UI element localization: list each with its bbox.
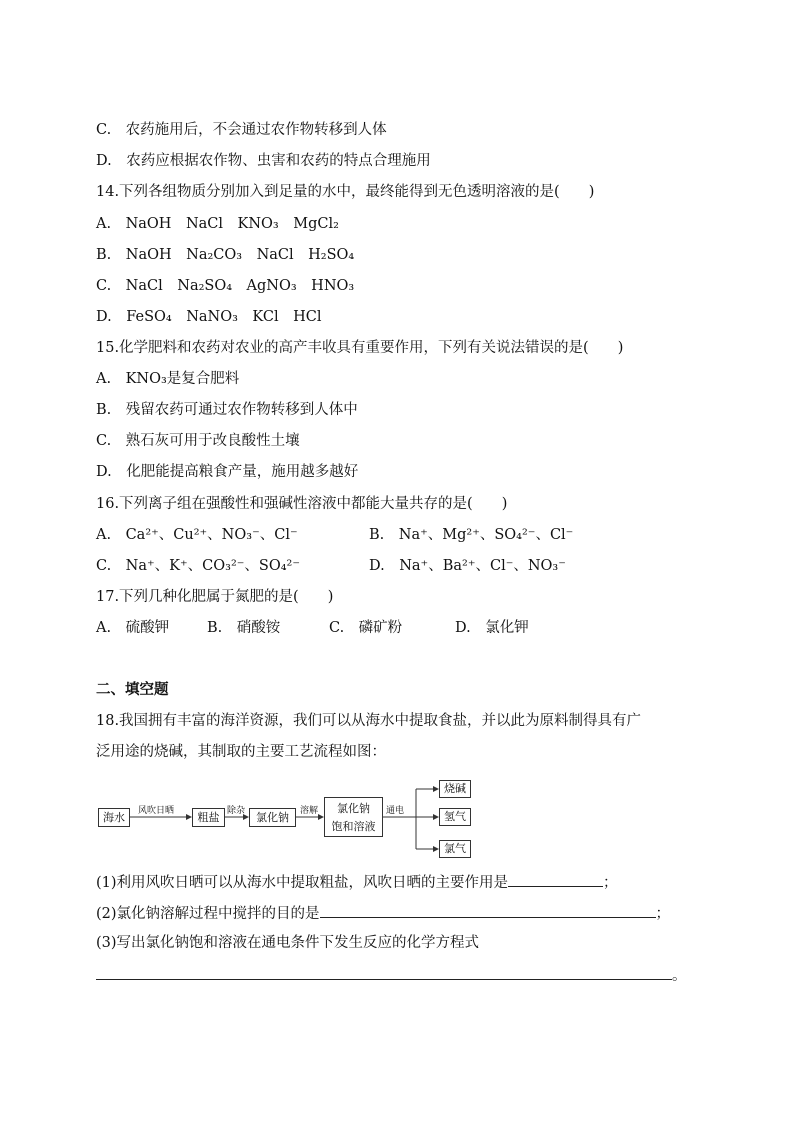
q18-sub2 — [96, 902, 670, 924]
q16-option-a: A. Ca²⁺、Cu²⁺、NO₃⁻、Cl⁻ — [96, 527, 298, 543]
q17-option-d: D. 氯化钾 — [455, 620, 529, 636]
box-saturated-solution — [324, 797, 383, 837]
box-hydrogen: 氢气 — [439, 808, 471, 826]
q14-option-c: C. NaCl Na₂SO₄ AgNO₃ HNO₃ — [96, 278, 355, 294]
q17-stem: 17.下列几种化肥属于氮肥的是( ) — [96, 589, 334, 605]
q14-option-a: A. NaOH NaCl KNO₃ MgCl₂ — [96, 216, 339, 232]
q17-option-a: A. 硫酸钾 — [96, 620, 170, 636]
q18-sub3: (3)写出氯化钠饱和溶液在通电条件下发生反应的化学方程式 — [96, 935, 480, 951]
q18-stem-line2: 泛用途的烧碱，其制取的主要工艺流程如图： — [96, 744, 386, 760]
q18-sub1-end: ； — [603, 875, 618, 891]
box-crude-salt: 粗盐 — [192, 808, 225, 827]
saturated-line2: 饱和溶液 — [331, 820, 376, 833]
q17-option-c: C. 磷矿粉 — [329, 620, 403, 636]
q16-option-d: D. Na⁺、Ba²⁺、Cl⁻、NO₃⁻ — [369, 558, 566, 574]
q15-option-c: C. 熟石灰可用于改良酸性土壤 — [96, 433, 300, 449]
section-title-fill-in: 二、填空题 — [96, 682, 169, 698]
q13-option-c: C. 农药施用后，不会通过农作物转移到人体 — [96, 122, 387, 138]
q18-sub1 — [96, 871, 618, 893]
answer-blank-1[interactable] — [508, 871, 603, 887]
label-step1: 风吹日晒 — [138, 806, 175, 816]
box-caustic-soda: 烧碱 — [439, 780, 471, 798]
q18-sub3-answer — [96, 964, 687, 986]
q14-option-b: B. NaOH Na₂CO₃ NaCl H₂SO₄ — [96, 247, 355, 263]
answer-blank-3[interactable] — [96, 964, 672, 980]
q16-stem: 16.下列离子组在强酸性和强碱性溶液中都能大量共存的是( ) — [96, 496, 508, 512]
q15-option-d: D. 化肥能提高粮食产量，施用越多越好 — [96, 464, 359, 480]
q18-sub2-end: ； — [655, 906, 671, 922]
q16-option-c: C. Na⁺、K⁺、CO₃²⁻、SO₄²⁻ — [96, 558, 301, 574]
q14-stem: 14.下列各组物质分别加入到足量的水中，最终能得到无色透明溶液的是( ) — [96, 184, 595, 200]
q18-stem-line1: 18.我国拥有丰富的海洋资源，我们可以从海水中提取食盐，并以此为原料制得具有广 — [96, 713, 642, 729]
q18-sub2-text: (2)氯化钠溶解过程中搅拌的目的是 — [96, 906, 320, 922]
process-flow-diagram — [98, 777, 478, 862]
box-seawater: 海水 — [98, 808, 130, 827]
box-nacl: 氯化钠 — [249, 808, 296, 827]
q18-sub1-text: (1)利用风吹日晒可以从海水中提取粗盐，风吹日晒的主要作用是 — [96, 875, 509, 891]
q17-option-b: B. 硝酸铵 — [207, 620, 281, 636]
q15-option-b: B. 残留农药可通过农作物转移到人体中 — [96, 402, 358, 418]
label-step4: 通电 — [386, 806, 405, 816]
q15-option-a: A. KNO₃是复合肥料 — [96, 371, 240, 387]
label-step2: 除杂 — [227, 806, 246, 816]
label-step3: 溶解 — [300, 806, 319, 816]
q16-option-b: B. Na⁺、Mg²⁺、SO₄²⁻、Cl⁻ — [369, 527, 574, 543]
q14-option-d: D. FeSO₄ NaNO₃ KCl HCl — [96, 309, 322, 325]
q18-sub3-end: 。 — [672, 968, 687, 984]
q13-option-d: D. 农药应根据农作物、虫害和农药的特点合理施用 — [96, 153, 431, 169]
q15-stem: 15.化学肥料和农药对农业的高产丰收具有重要作用，下列有关说法错误的是( ) — [96, 340, 624, 356]
saturated-line1: 氯化钠 — [337, 802, 370, 815]
answer-blank-2[interactable] — [320, 902, 656, 918]
box-chlorine: 氯气 — [439, 840, 471, 858]
